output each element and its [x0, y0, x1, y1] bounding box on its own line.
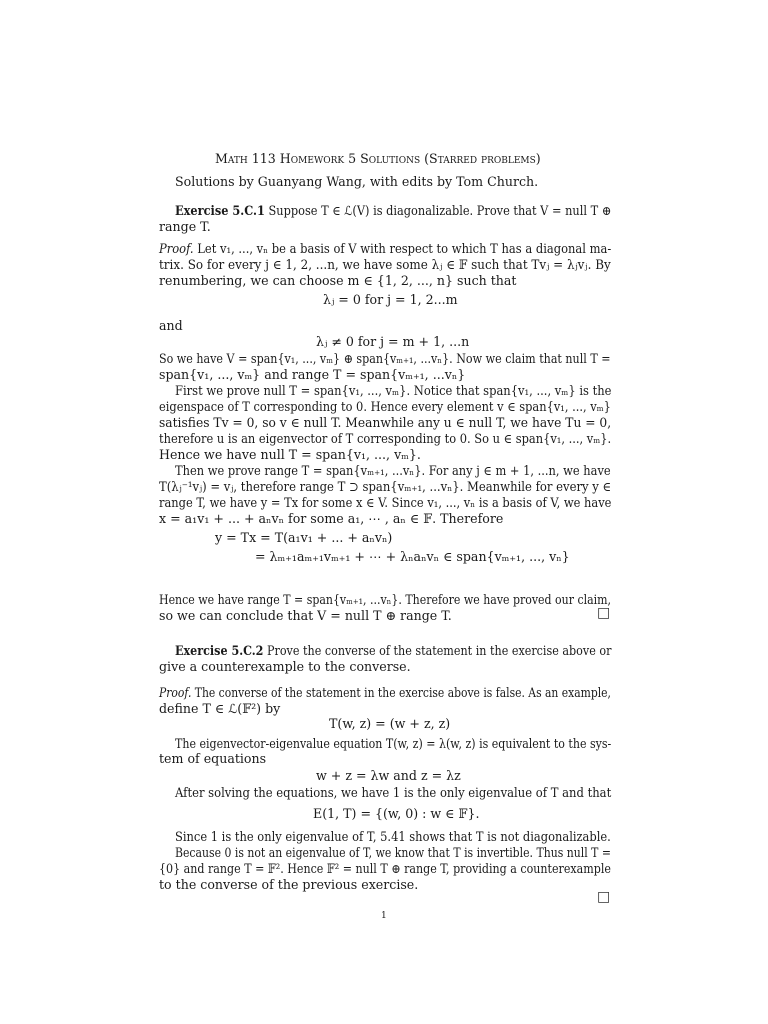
equation: y = Tx = T(a₁v₁ + ... + aₙvₙ)	[215, 530, 393, 545]
text-line: tem of equations	[159, 751, 267, 766]
exercise-1-statement-cont: range T.	[159, 219, 211, 234]
text-line: renumbering, we can choose m ∈ {1, 2, ..., n} such that	[159, 273, 517, 288]
exercise-2-statement-cont: give a counterexample to the converse.	[159, 659, 411, 674]
proof-2-text: The converse of the statement in the exercise above is false. As an example,	[194, 685, 611, 700]
text-line: Since 1 is the only eigenvalue of T, 5.41 shows that T is not diagonalizable.	[175, 829, 611, 844]
byline: Solutions by Guanyang Wang, with edits by Tom Church.	[175, 174, 539, 189]
text-line: so we can conclude that V = null T ⊕ range T.	[159, 608, 452, 623]
text-line: Hence we have range T = span{vₘ₊₁, ...vₙ}. Therefore we have proved our claim,	[159, 592, 612, 607]
text-line: So we have V = span{v₁, ..., vₘ} ⊕ span{vₘ₊₁, ...vₙ}. Now we claim that null T =	[159, 351, 611, 366]
text-line: and	[159, 318, 183, 333]
equation: λⱼ = 0 for j = 1, 2...m	[323, 292, 458, 307]
text-line: First we prove null T = span{v₁, ..., vₘ}. Notice that span{v₁, ..., vₘ} is the	[175, 383, 612, 398]
exercise-2-statement-text: Prove the converse of the statement in the exercise above or	[266, 643, 612, 658]
exercise-1-statement-text: Suppose T ∈ ℒ(V) is diagonalizable. Prove that V = null T ⊕	[268, 203, 612, 218]
text-line: x = a₁v₁ + ... + aₙvₙ for some a₁, ⋯ , aₙ ∈ 𝔽. Therefore	[159, 511, 504, 526]
text-line: Hence we have null T = span{v₁, ..., vₘ}.	[159, 447, 421, 462]
qed-square: □	[597, 605, 611, 621]
exercise-2-statement	[175, 643, 611, 658]
text-line: trix. So for every j ∈ 1, 2, ...n, we have some λⱼ ∈ 𝔽 such that Tvⱼ = λⱼvⱼ. By	[159, 257, 611, 272]
proof-2-label: Proof.	[159, 685, 192, 700]
text-line: {0} and range T = 𝔽². Hence 𝔽² = null T ⊕ range T, providing a counterexample	[159, 861, 611, 876]
proof-1-text: Let v₁, ..., vₙ be a basis of V with respect to which T has a diagonal ma-	[197, 241, 612, 256]
exercise-2-label: Exercise 5.C.2	[175, 643, 264, 658]
text-line: Then we prove range T = span{vₘ₊₁, ...vₙ}. For any j ∈ m + 1, ...n, we have	[175, 463, 611, 478]
text-line: therefore u is an eigenvector of T corresponding to 0. So u ∈ span{v₁, ..., vₘ}.	[159, 431, 612, 446]
equation: E(1, T) = {(w, 0) : w ∈ 𝔽}.	[313, 806, 480, 821]
equation: = λₘ₊₁aₘ₊₁vₘ₊₁ + ⋯ + λₙaₙvₙ ∈ span{vₘ₊₁, ..., vₙ}	[255, 549, 570, 564]
exercise-1-label: Exercise 5.C.1	[175, 203, 265, 218]
text-line: to the converse of the previous exercise.	[159, 877, 419, 892]
text-line: T(λⱼ⁻¹vⱼ) = vⱼ, therefore range T ⊃ span{vₘ₊₁, ...vₙ}. Meanwhile for every y ∈	[159, 479, 612, 494]
text-line: After solving the equations, we have 1 is the only eigenvalue of T and that	[175, 785, 612, 800]
equation: λⱼ ≠ 0 for j = m + 1, ...n	[316, 334, 470, 349]
exercise-1-statement	[175, 203, 611, 218]
page-number: 1	[381, 911, 387, 921]
text-line: define T ∈ ℒ(𝔽²) by	[159, 701, 281, 716]
text-line: eigenspace of T corresponding to 0. Hence every element v ∈ span{v₁, ..., vₘ}	[159, 399, 611, 414]
equation: w + z = λw and z = λz	[316, 768, 461, 783]
proof-2-line	[159, 685, 611, 700]
proof-1-line	[159, 241, 611, 256]
equation: T(w, z) = (w + z, z)	[329, 716, 451, 731]
text-line: The eigenvector-eigenvalue equation T(w, z) = λ(w, z) is equivalent to the sys-	[175, 736, 612, 751]
text-line: span{v₁, ..., vₘ} and range T = span{vₘ₊₁, ...vₙ}	[159, 367, 466, 382]
page-title: Math 113 Homework 5 Solutions (Starred problems)	[215, 151, 541, 166]
text-line: Because 0 is not an eigenvalue of T, we know that T is invertible. Thus null T =	[175, 845, 612, 860]
proof-1-label: Proof.	[159, 241, 194, 256]
text-line: satisfies Tv = 0, so v ∈ null T. Meanwhile any u ∈ null T, we have Tu = 0,	[159, 415, 612, 430]
text-line: range T, we have y = Tx for some x ∈ V. Since v₁, ..., vₙ is a basis of V, we have	[159, 495, 612, 510]
qed-square: □	[597, 889, 611, 905]
